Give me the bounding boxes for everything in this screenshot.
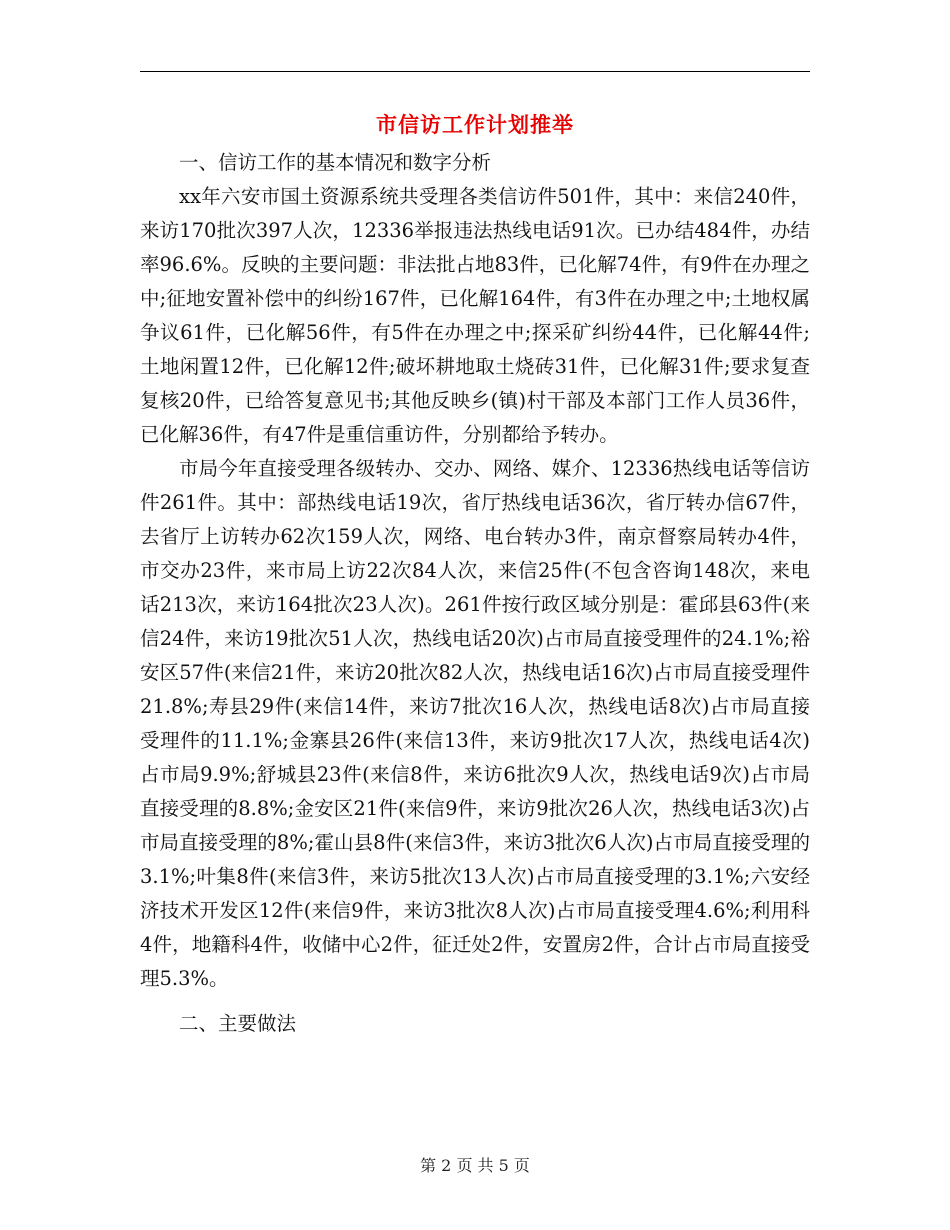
page-number: 第 2 页 共 5 页	[420, 1156, 530, 1175]
paragraph-city-bureau: 市局今年直接受理各级转办、交办、网络、媒介、12336热线电话等信访件261件。其中：部热线电话19次，省厅热线电话36次，省厅转办信67件，去省厅上访转办62次159人次，网络、电台转办3件，南京督察局转办4件，市交办23件，来市局上访22次84人次，来信25件(不包含咨询148次，来电话213次，来访164批次23人次)。261件按行政区域分别是：霍邱县63件(来信24件，来访19批次51人次，热线电话20次)占市局直接受理件的24.1%;裕安区57件(来信21件，来访20批次82人次，热线电话16次)占市局直接受理件21.8%;寿县29件(来信14件，来访7批次16人次，热线电话8次)占市局直接受理件的11.1%;金寨县26件(来信13件，来访9批次17人次，热线电话4次)占市局9.9%;舒城县23件(来信8件，来访6批次9人次，热线电话9次)占市局直接受理的8.8%;金安区21件(来信9件，来访9批次26人次，热线电话3次)占市局直接受理的8%;霍山县8件(来信3件，来访3批次6人次)占市局直接受理的3.1%;叶集8件(来信3件，来访5批次13人次)占市局直接受理的3.1%;六安经济技术开发区12件(来信9件，来访3批次8人次)占市局直接受理4.6%;利用科4件，地籍科4件，收储中心2件，征迁处2件，安置房2件，合计占市局直接受理5.3%。	[140, 457, 810, 990]
section-heading-2: 二、主要做法	[179, 1012, 297, 1035]
section-heading-1: 一、信访工作的基本情况和数字分析	[179, 151, 492, 174]
document-title: 市信访工作计划推举	[376, 113, 574, 137]
paragraph-overview: xx年六安市国土资源系统共受理各类信访件501件，其中：来信240件，来访170批次397人次，12336举报违法热线电话91次。已办结484件，办结率96.6%。反映的主要问题：非法批占地83件，已化解74件，有9件在办理之中;征地安置补偿中的纠纷167件，已化解164件，有3件在办理之中;土地权属争议61件，已化解56件，有5件在办理之中;探采矿纠纷44件，已化解44件;土地闲置12件，已化解12件;破坏耕地取土烧砖31件，已化解31件;要求复查复核20件，已给答复意见书;其他反映乡(镇)村干部及本部门工作人员36件，已化解36件，有47件是重信重访件，分别都给予转办。	[140, 185, 810, 446]
document-body	[140, 146, 810, 1041]
header-rule	[140, 71, 810, 72]
